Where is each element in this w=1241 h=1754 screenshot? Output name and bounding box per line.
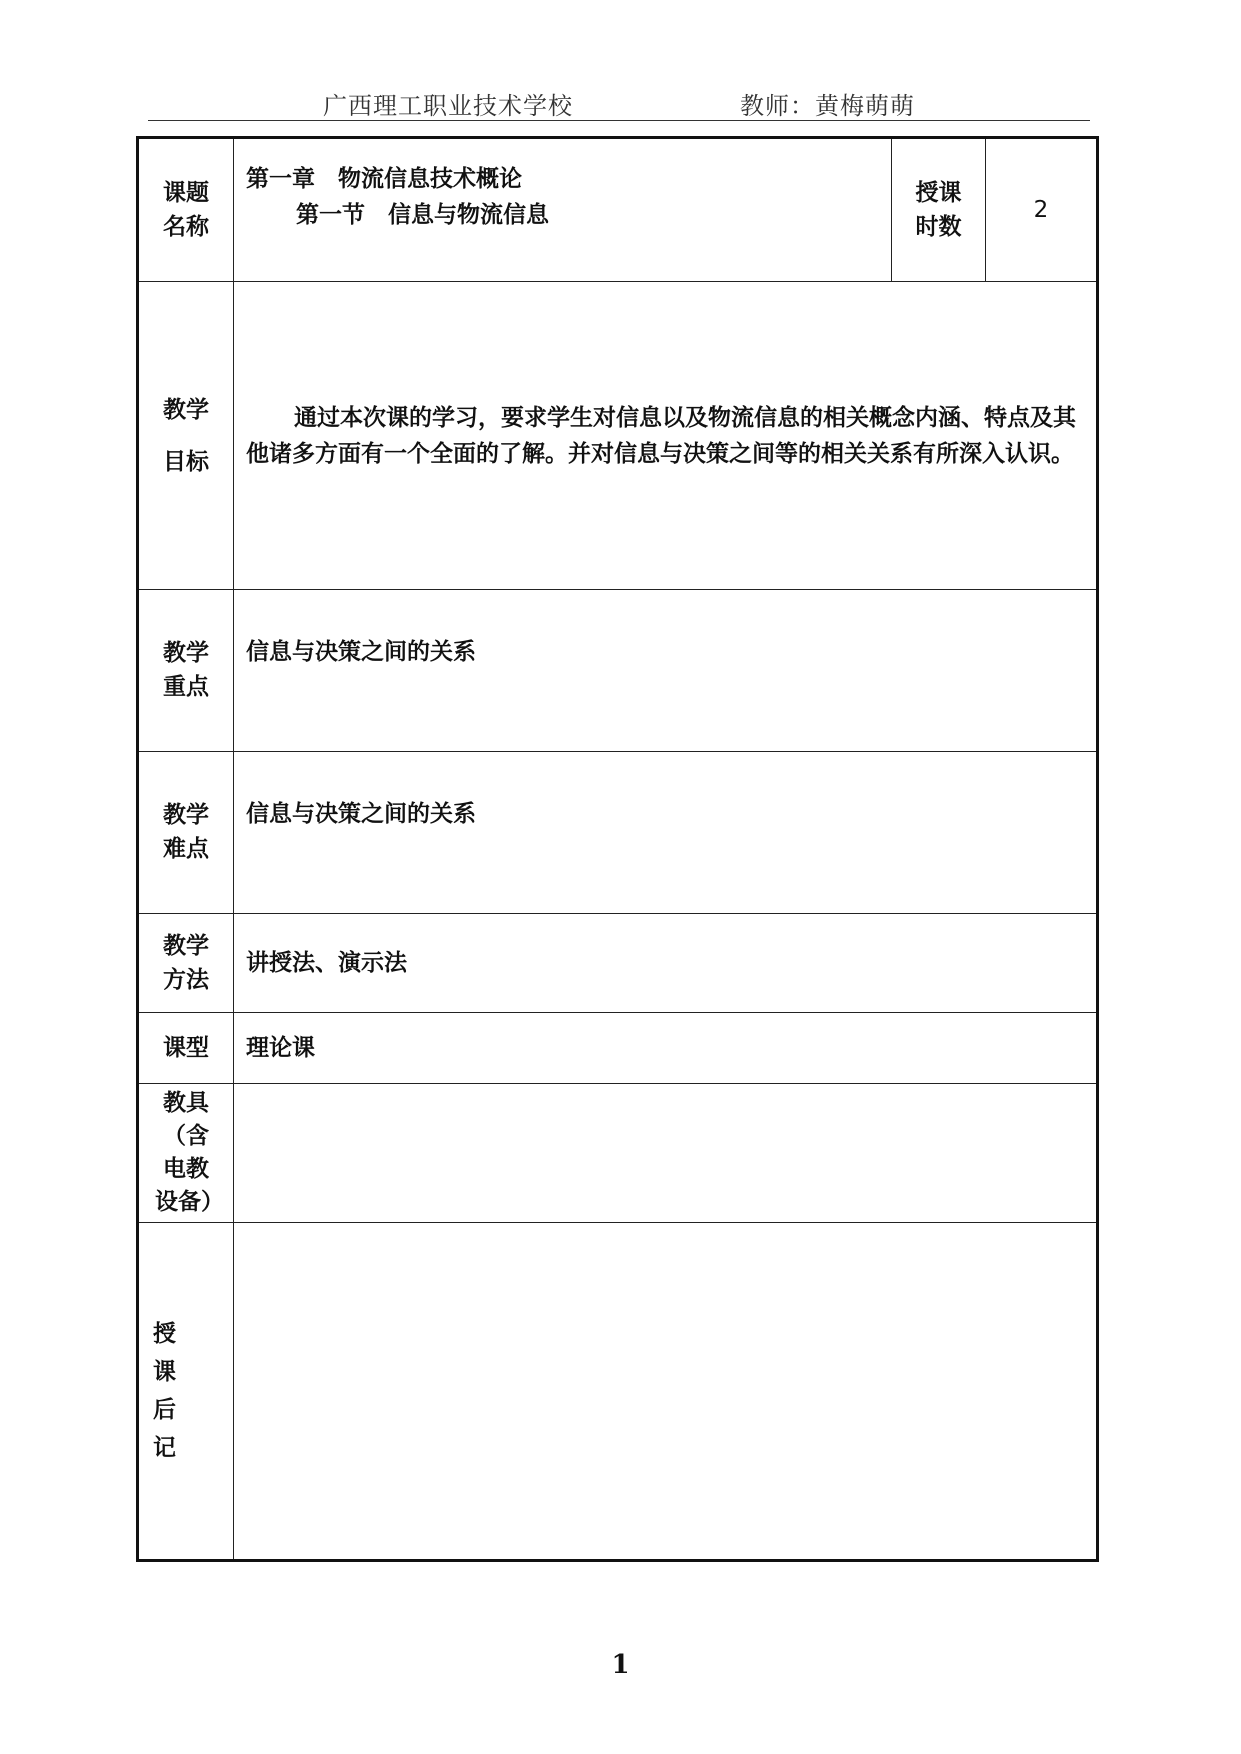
page-number: 1 (611, 1650, 630, 1680)
remarks-text (234, 1223, 1098, 1561)
equipment-text (234, 1084, 1098, 1223)
row-equipment (138, 1084, 1098, 1223)
objective-text: 通过本次课的学习，要求学生对信息以及物流信息的相关概念内涵、特点及其他诸多方面有一个全面的了解。并对信息与决策之间等的相关关系有所深入认识。 (234, 282, 1098, 590)
type-text: 理论课 (234, 1013, 1098, 1084)
chapter-title: 第一章 物流信息技术概论 (246, 165, 522, 192)
difficulty-text: 信息与决策之间的关系 (234, 752, 1098, 914)
lesson-plan-table (136, 136, 1099, 1562)
section-title: 第一节 信息与物流信息 (296, 201, 549, 228)
method-text: 讲授法、演示法 (234, 914, 1098, 1013)
page-header (148, 82, 1090, 121)
keypoint-text: 信息与决策之间的关系 (234, 590, 1098, 752)
label-method: 教学方法 (138, 914, 234, 1013)
row-remarks (138, 1223, 1098, 1561)
hours-value: 2 (986, 138, 1098, 282)
label-type: 课型 (138, 1013, 234, 1084)
label-hours: 授课时数 (892, 138, 986, 282)
label-keypoint: 教学重点 (138, 590, 234, 752)
label-equipment: 教具（含电教设备） (138, 1084, 234, 1223)
row-keypoint (138, 590, 1098, 752)
row-type (138, 1013, 1098, 1084)
row-objective (138, 282, 1098, 590)
label-objective: 教学目标 (138, 282, 234, 590)
row-difficulty (138, 752, 1098, 914)
school-name: 广西理工职业技术学校 (323, 92, 573, 120)
row-method (138, 914, 1098, 1013)
label-remarks: 授课后记 (138, 1223, 234, 1561)
label-difficulty: 教学难点 (138, 752, 234, 914)
teacher-name: 教师：黄梅萌萌 (740, 92, 915, 120)
course-title-cell (234, 138, 892, 282)
row-title (138, 138, 1098, 282)
label-course-title: 课题名称 (138, 138, 234, 282)
